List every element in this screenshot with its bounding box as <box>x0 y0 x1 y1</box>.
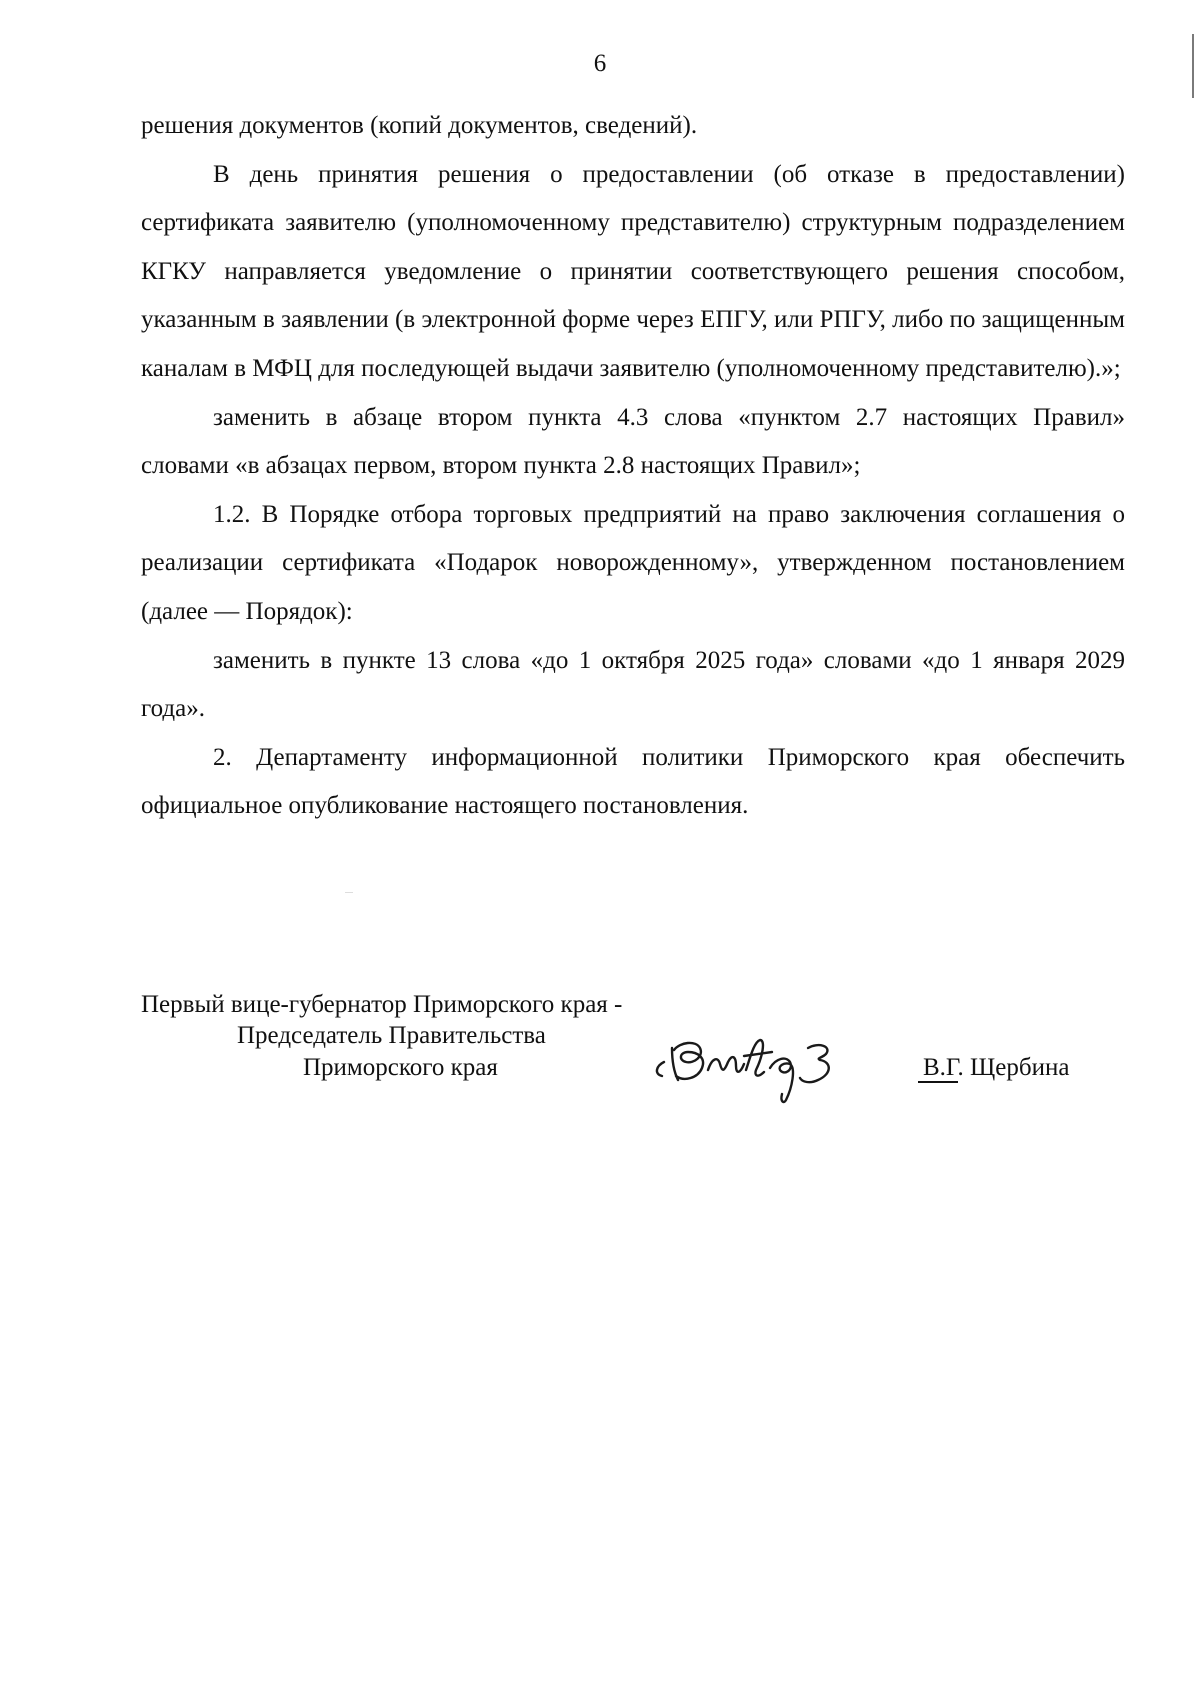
signer-name: В.Г. Щербина <box>923 1054 1070 1081</box>
paragraph-replace-13: заменить в пункте 13 слова «до 1 октября 2025 года» словами «до 1 января 2029 года». <box>141 646 1125 723</box>
signer-title-line-2: Председатель Правительства <box>237 1022 546 1049</box>
document-body <box>141 102 1125 831</box>
paragraph-notification: В день принятия решения о предоставлении (об отказе в предоставлении) сертификата заявителю (уполномоченному представителю) структурным подразделением КГКУ направляется уведомление о принятии соответствующего решения способом, указанным в заявлении (в электронной форме через ЕПГУ, или РПГУ, либо по защищенным каналам в МФЦ для последующей выдачи заявителю (уполномоченному представителю).»; <box>141 160 1125 382</box>
paragraph-section-1-2: 1.2. В Порядке отбора торговых предприятий на право заключения соглашения о реализации сертификата «Подарок новорожденному», утвержденном постановлением (далее — Порядок): <box>141 500 1125 625</box>
signer-name-underline <box>918 1081 958 1083</box>
paragraph-continuation: решения документов (копий документов, сведений). <box>141 112 698 139</box>
scan-artifact <box>345 892 353 893</box>
paragraph-section-2: 2. Департаменту информационной политики Приморского края обеспечить официальное опубликование настоящего постановления. <box>141 743 1125 820</box>
signer-title-line-1: Первый вице-губернатор Приморского края - <box>141 991 623 1018</box>
page-number: 6 <box>593 50 607 77</box>
paragraph-replace-4-3: заменить в абзаце втором пункта 4.3 слова «пунктом 2.7 настоящих Правил» словами «в абзацах первом, втором пункта 2.8 настоящих Правил»; <box>141 403 1125 480</box>
signer-title-line-3: Приморского края <box>303 1054 498 1081</box>
handwritten-signature <box>650 1028 900 1108</box>
